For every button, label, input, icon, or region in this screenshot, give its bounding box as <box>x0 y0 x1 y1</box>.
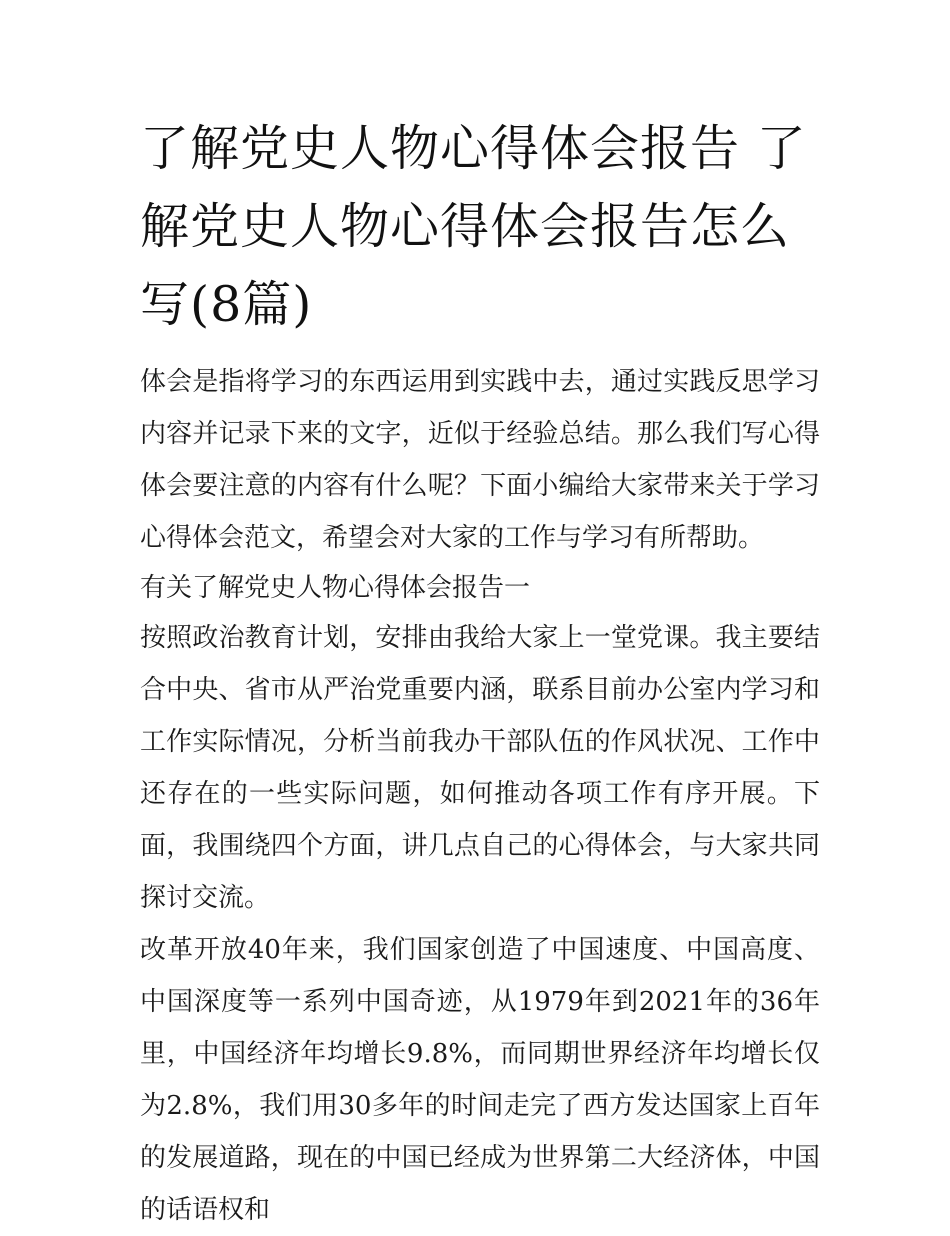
body-paragraph: 改革开放40年来，我们国家创造了中国速度、中国高度、中国深度等一系列中国奇迹，从1979年到2021年的36年里，中国经济年均增长9.8%，而同期世界经济年均增长仅为2.8%，我们用30多年的时间走完了西方发达国家上百年的发展道路，现在的中国已经成为世界第二大经济体，中国的话语权和 <box>140 935 820 1225</box>
document-title: 了解党史人物心得体会报告 了解党史人物心得体会报告怎么写(8篇) <box>140 120 807 333</box>
intro-paragraph: 体会是指将学习的东西运用到实践中去，通过实践反思学习内容并记录下来的文字，近似于经验总结。那么我们写心得体会要注意的内容有什么呢？下面小编给大家带来关于学习心得体会范文，希望会对大家的工作与学习有所帮助。 <box>140 367 820 553</box>
document-content <box>140 110 820 1236</box>
body-paragraph: 按照政治教育计划，安排由我给大家上一堂党课。我主要结合中央、省市从严治党重要内涵，联系目前办公室内学习和工作实际情况，分析当前我办干部队伍的作风状况、工作中还存在的一些实际问题，如何推动各项工作有序开展。下面，我围绕四个方面，讲几点自己的心得体会，与大家共同探讨交流。 <box>140 623 820 913</box>
section-heading: 有关了解党史人物心得体会报告一 <box>140 573 531 603</box>
